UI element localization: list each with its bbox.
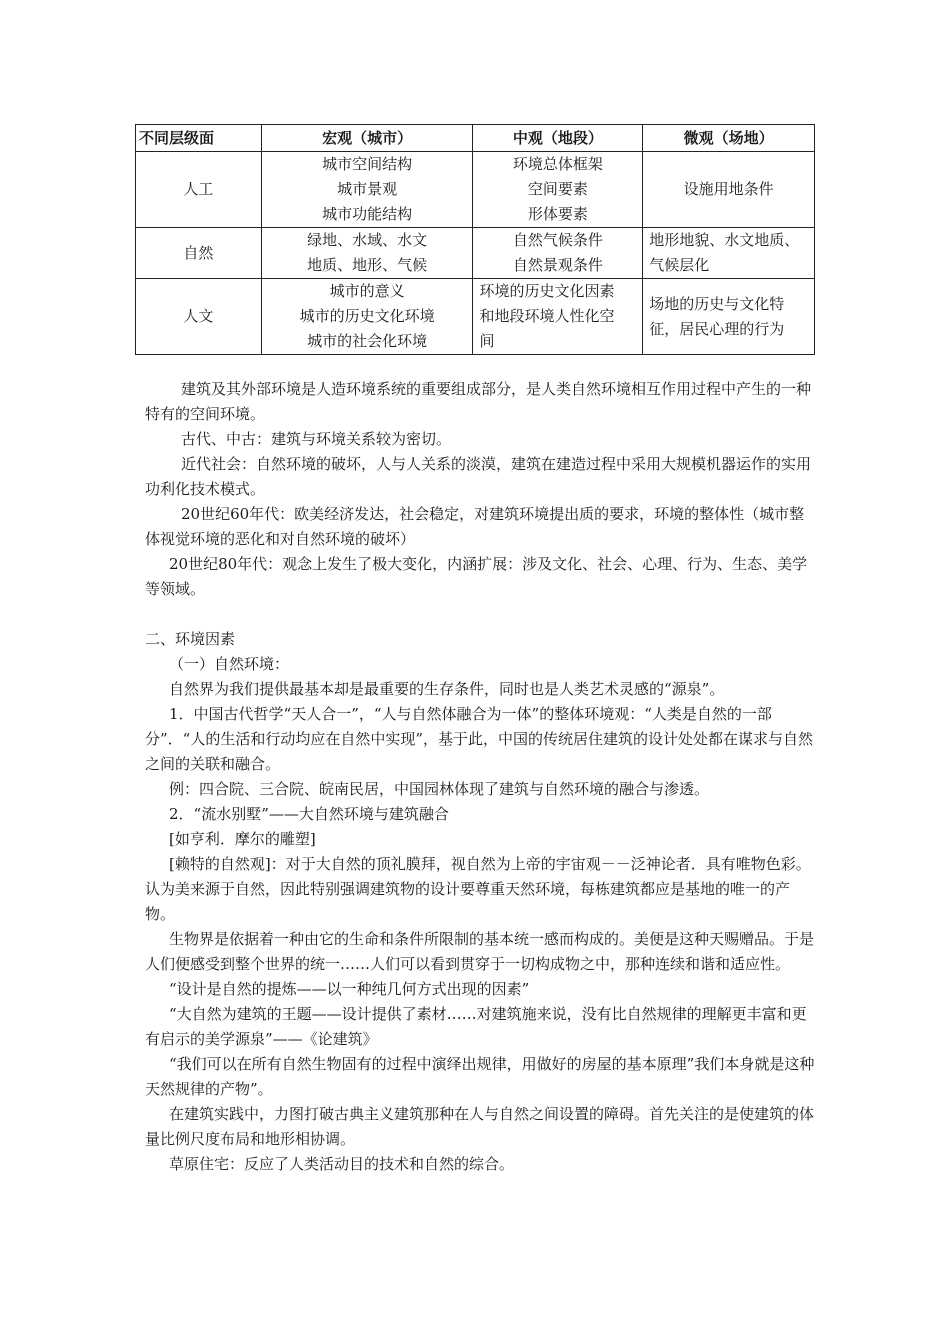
environment-levels-table — [135, 124, 815, 355]
paragraph: 在建筑实践中，力图打破古典主义建筑那种在人与自然之间设置的障碍。首先关注的是使建筑的体量比例尺度布局和地形相协调。 — [145, 1105, 815, 1148]
paragraph: 古代、中古：建筑与环境关系较为密切。 — [181, 430, 452, 448]
table-row — [136, 228, 815, 279]
cell-line: 环境总体框架 — [512, 155, 603, 173]
macro-cell — [261, 228, 473, 279]
paragraph: 近代社会：自然环境的破坏，人与人关系的淡漠，建筑在建造过程中采用大规模机器运作的实用功利化技术模式。 — [145, 455, 812, 498]
paragraph: “我们可以在所有自然生物固有的过程中演绎出规律，用做好的房屋的基本原理”我们本身就是这种天然规律的产物”。 — [145, 1055, 815, 1098]
micro-cell — [643, 279, 815, 355]
cell-line: 城市的社会化环境 — [307, 332, 428, 350]
paragraph: 自然界为我们提供最基本却是最重要的生存条件，同时也是人类艺术灵感的“源泉”。 — [169, 680, 725, 698]
cell-line: 间 — [479, 332, 495, 350]
spacer — [145, 602, 815, 627]
paragraph: 20世纪80年代：观念上发生了极大变化，内涵扩展：涉及文化、社会、心理、行为、生态、美学等领域。 — [145, 555, 808, 598]
header-level: 不同层级面 — [136, 125, 262, 152]
header-micro: 微观（场地） — [643, 125, 815, 152]
cell-line: 城市景观 — [337, 180, 398, 198]
cell-line: 空间要素 — [527, 180, 588, 198]
row-label: 自然 — [136, 228, 262, 279]
row-label: 人文 — [136, 279, 262, 355]
header-macro: 宏观（城市） — [261, 125, 473, 152]
meso-cell — [473, 279, 643, 355]
paragraph: 建筑及其外部环境是人造环境系统的重要组成部分，是人类自然环境相互作用过程中产生的一种特有的空间环境。 — [145, 380, 812, 423]
paragraph: 例：四合院、三合院、皖南民居，中国园林体现了建筑与自然环境的融合与渗透。 — [169, 780, 710, 798]
cell-line: 自然景观条件 — [512, 256, 603, 274]
cell-line: 环境的历史文化因素 — [479, 282, 615, 300]
section-heading: 二、环境因素 — [145, 630, 236, 648]
paragraph: 20世纪60年代：欧美经济发达，社会稳定，对建筑环境提出质的要求，环境的整体性（城市整体视觉环境的恶化和对自然环境的破坏） — [145, 505, 805, 548]
cell-line: 征，居民心理的行为 — [649, 319, 785, 338]
meso-cell — [473, 228, 643, 279]
header-meso: 中观（地段） — [473, 125, 643, 152]
subsection-heading: （一）自然环境： — [169, 655, 290, 673]
cell-line: 气候层化 — [649, 256, 710, 274]
cell-line: 城市的历史文化环境 — [299, 307, 435, 325]
paragraph: [如亨利．摩尔的雕塑] — [169, 830, 316, 848]
paragraph: 1．中国古代哲学“天人合一”，“人与自然体融合为一体”的整体环境观：“人类是自然的一部分”．“人的生活和行动均应在自然中实现”，基于此，中国的传统居住建筑的设计处处都在谋求与自然之间的关联和融合。 — [145, 705, 814, 773]
micro-cell — [643, 152, 815, 228]
table-row — [136, 279, 815, 355]
cell-line: 城市空间结构 — [322, 155, 413, 173]
paragraph: “大自然为建筑的王题——设计提供了素材……对建筑施来说，没有比自然规律的理解更丰富和更有启示的美学源泉”——《论建筑》 — [145, 1005, 807, 1048]
meso-cell — [473, 152, 643, 228]
cell-line: 形体要素 — [527, 205, 588, 223]
paragraph: 草原住宅：反应了人类活动目的技术和自然的综合。 — [169, 1155, 515, 1173]
paragraph: [赖特的自然观]：对于大自然的顶礼膜拜，视自然为上帝的宇宙观－－泛神论者．具有唯物色彩。认为美来源于自然，因此特别强调建筑物的设计要尊重天然环境，每栋建筑都应是基地的唯一的产物。 — [145, 855, 811, 923]
cell-line: 和地段环境人性化空 — [479, 307, 615, 325]
table-header-row — [136, 125, 815, 152]
paragraph: “设计是自然的提炼——以一种纯几何方式出现的因素” — [169, 980, 530, 998]
cell-line: 绿地、水域、水文 — [307, 231, 428, 249]
cell-line: 城市的意义 — [329, 282, 405, 300]
body-text — [145, 377, 815, 1177]
cell-line: 城市功能结构 — [322, 205, 413, 223]
table-row — [136, 152, 815, 228]
paragraph: 2．“流水别墅”——大自然环境与建筑融合 — [169, 805, 449, 823]
micro-cell — [643, 228, 815, 279]
macro-cell — [261, 152, 473, 228]
cell-line: 地形地貌、水文地质、 — [649, 231, 800, 249]
paragraph: 生物界是依据着一种由它的生命和条件所限制的基本统一感而构成的。美便是这种天赐赠品。于是人们便感受到整个世界的统一……人们可以看到贯穿于一切构成物之中，那种连续和谐和适应性。 — [145, 930, 815, 973]
row-label: 人工 — [136, 152, 262, 228]
cell-line: 地质、地形、气候 — [307, 256, 428, 274]
cell-line: 设施用地条件 — [683, 180, 774, 198]
cell-line: 自然气候条件 — [512, 231, 603, 249]
cell-line: 场地的历史与文化特 — [649, 294, 785, 313]
macro-cell — [261, 279, 473, 355]
